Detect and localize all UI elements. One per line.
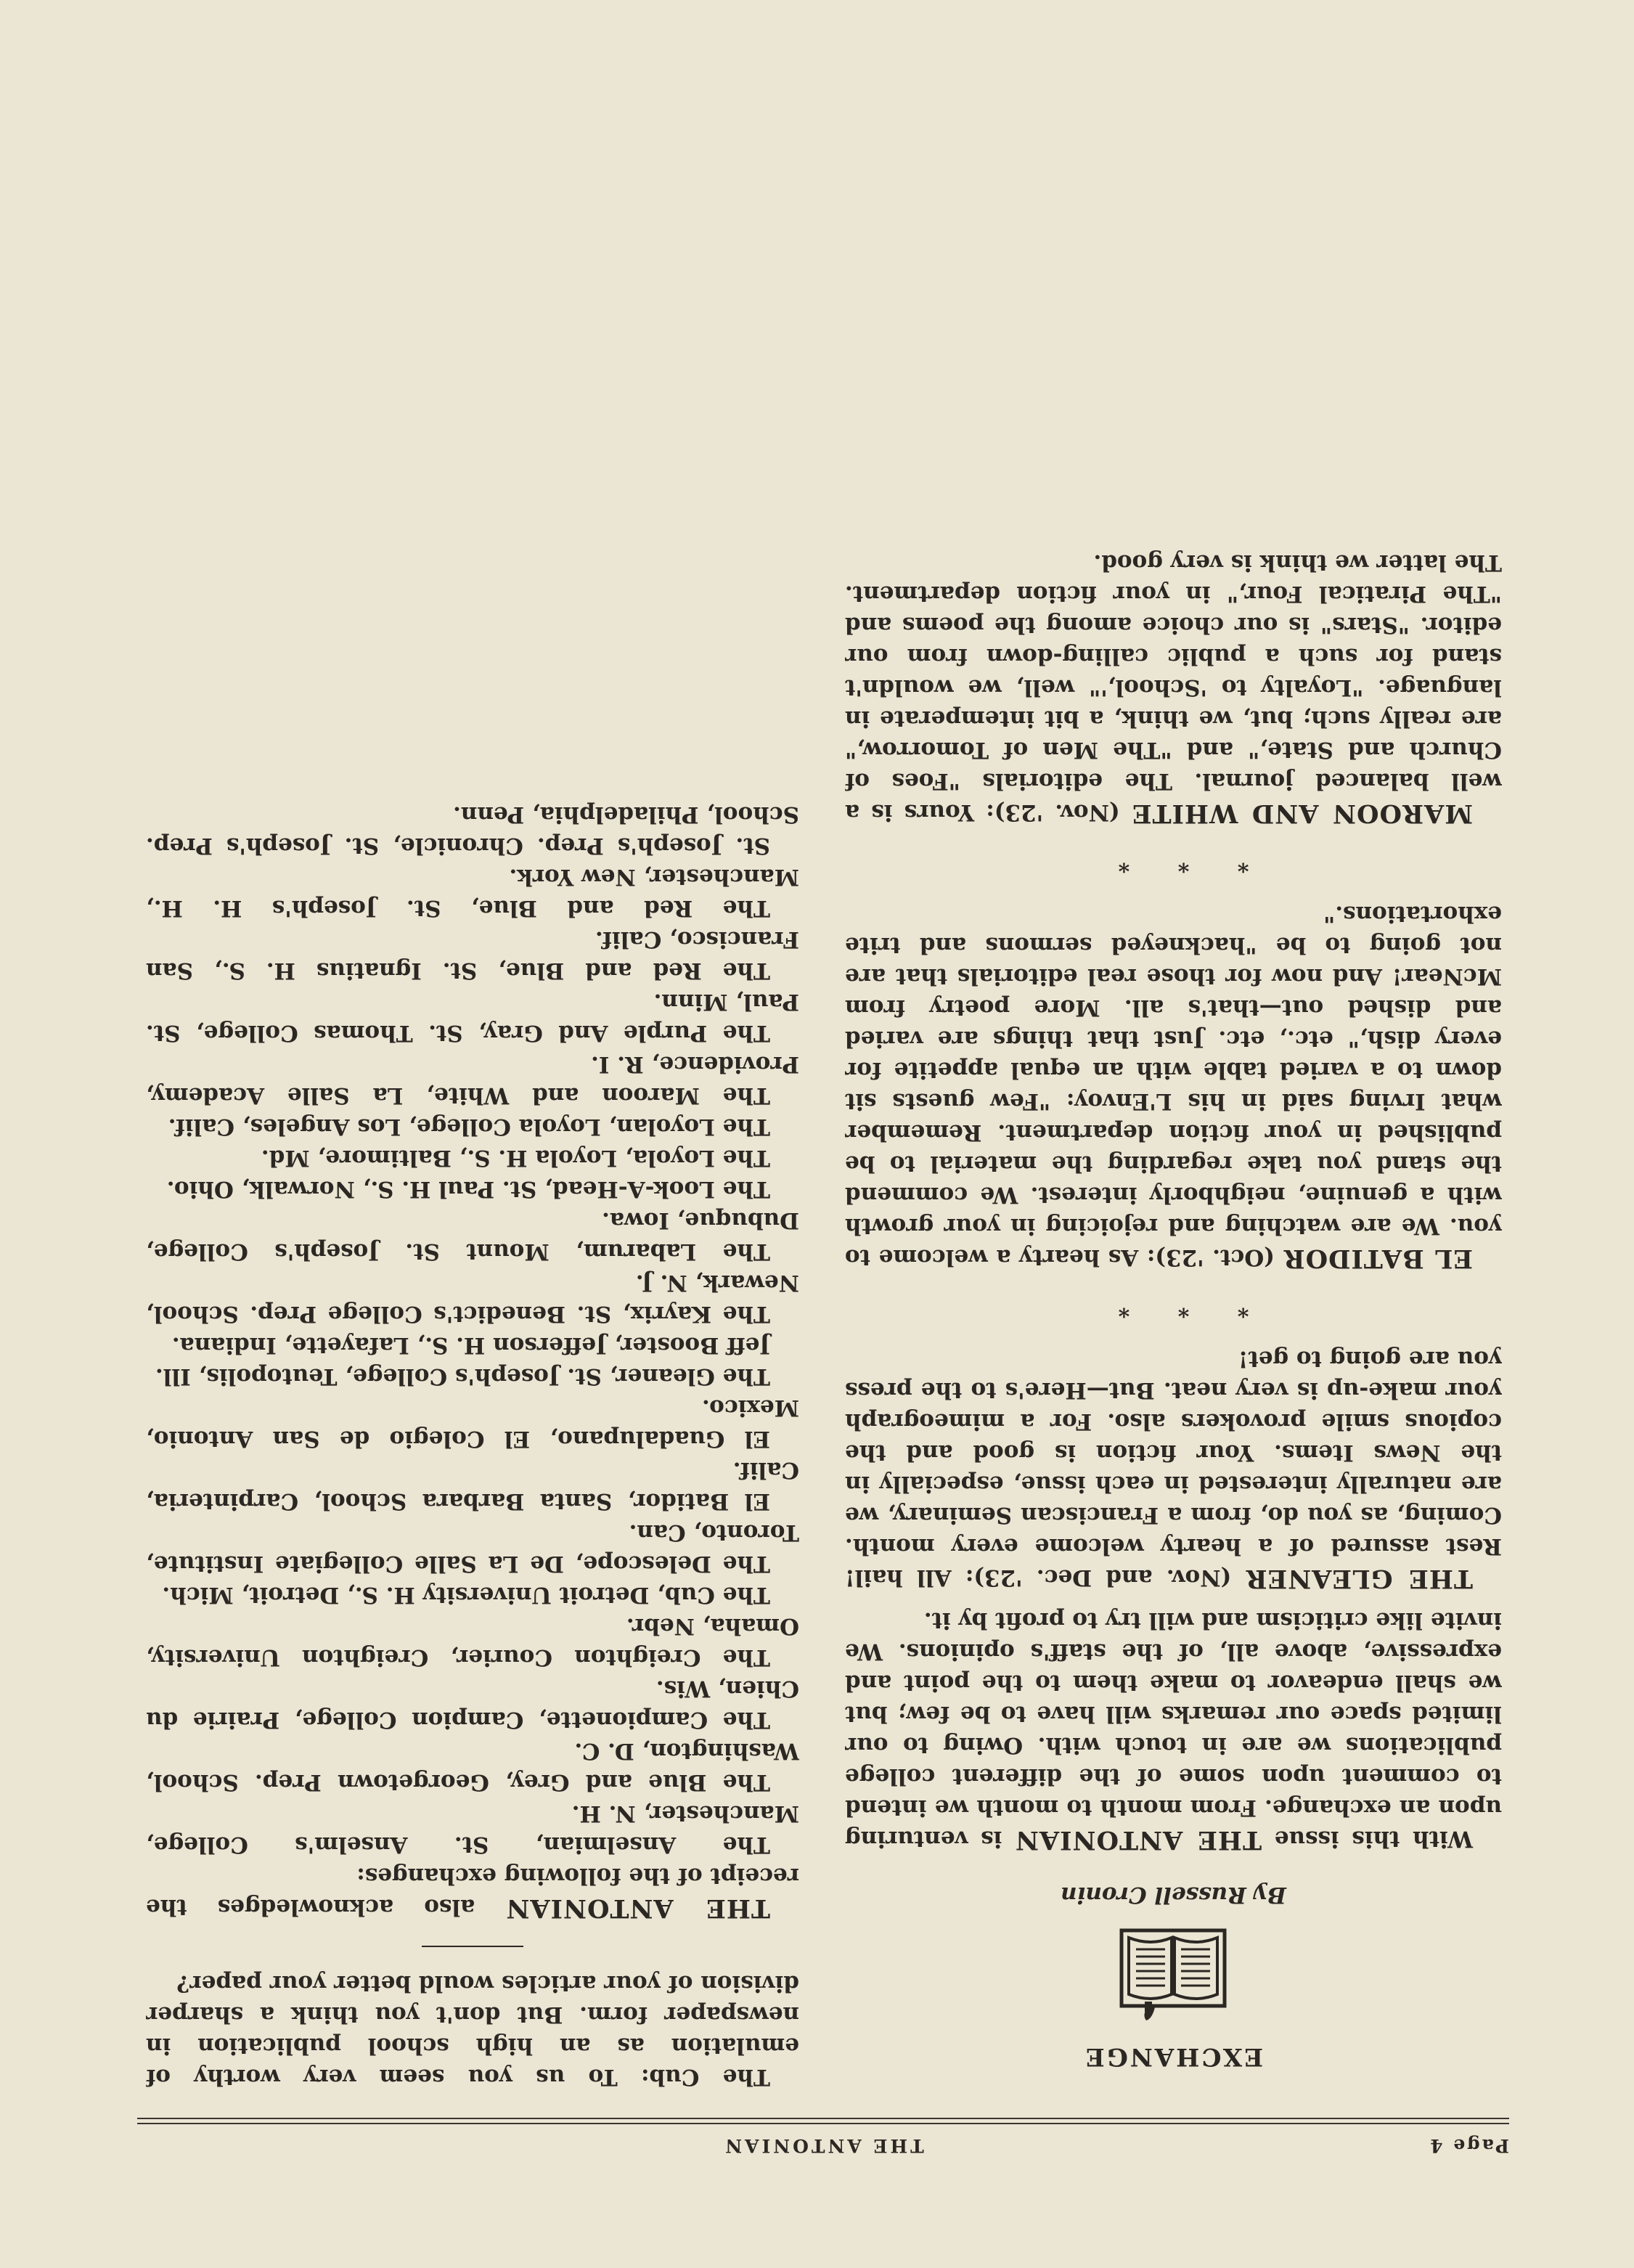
page-number: Page 4 [1428, 2135, 1509, 2156]
review-issue: (Oct. '23): [1146, 1244, 1275, 1270]
list-item: El Guadalupano, El Colegio de San Antonio, Mexico. [146, 1395, 799, 1452]
section-divider-stars: * * * [1098, 851, 1249, 876]
open-book-icon [1119, 1926, 1228, 2023]
review-maroon-and-white [845, 547, 1502, 829]
acknowledgement [146, 1860, 799, 1924]
review-text: Yours is a well balanced journal. The editorials "Foes of Church and State," and "The Men of Tomorrow," are really such; but, we think, a bit intemperate in language. "Loyalty to 'School,'" well, we wouldn't stand for such a public calling-down from our editor. "Stars" is our choice among the poems and "The Piratical Four," in your fiction department. The latter we think is very good. [845, 550, 1502, 825]
intro-publication-name: THE ANTONIAN [1015, 1825, 1262, 1855]
list-item: El Batidor, Santa Barbara School, Carpinteria, Calif. [146, 1457, 799, 1514]
list-item: The Maroon and White, La Salle Academy, Providence, R. I. [146, 1051, 799, 1109]
list-item: The Look-A-Head, St. Paul H. S., Norwalk, Ohio. [166, 1176, 770, 1202]
running-head [137, 2129, 1509, 2159]
column-rule [422, 1946, 523, 1947]
review-name: EL BATIDOR [1283, 1244, 1473, 1273]
list-item: The Red and Blue, St. Joseph's H. H., Manchester, New York. [146, 864, 799, 921]
list-item: The Creighton Courier, Creighton University, Omaha, Nebr. [146, 1613, 799, 1671]
list-item: The Blue and Grey, Georgetown Prep. School, Washington, D. C. [146, 1738, 799, 1795]
list-item: The Loyola, Loyola H. S., Baltimore, Md. [261, 1145, 770, 1171]
review-name: MAROON AND WHITE [1131, 799, 1473, 828]
review-gleaner [845, 1343, 1502, 1594]
left-column [845, 45, 1502, 2092]
list-item: The Labarum, Mount St. Joseph's College, Dubuque, Iowa. [146, 1207, 799, 1265]
review-issue: (Nov. and Dec. '23): [965, 1565, 1232, 1591]
review-text: All hail! Rest assured of a hearty welcome every month. Coming, as you do, from a Franciscan Seminary, we are naturally interested in each issue, especially in the News Items. Your fiction is good and the copious smile provokers also. For a mimeograph your make-up is very neat. But—Here's to the press you are going to get! [845, 1346, 1502, 1591]
section-divider-stars: * * * [1098, 1296, 1249, 1321]
list-item: St. Joseph's Prep. Chronicle, St. Joseph's Prep. School, Philadelphia, Penn. [146, 801, 799, 859]
right-column [146, 45, 799, 2092]
ack-publication-name: THE ANTONIAN [505, 1893, 770, 1923]
review-cub: The Cub: To us you seem very worthy of emulation as an high school publication in newspaper form. But don't you think a sharper division of your articles would better your paper? [146, 1970, 799, 2090]
header-rule-bottom [137, 2118, 1509, 2119]
list-item: The Purple And Gray, St. Thomas College, St. Paul, Minn. [146, 989, 799, 1046]
running-title: THE ANTONIAN [722, 2135, 924, 2156]
review-el-batidor [845, 898, 1502, 1274]
list-item: Jeff Booster, Jefferson H. S., Lafayette, Indiana. [171, 1332, 770, 1358]
section-title: EXCHANGE [1083, 2042, 1264, 2071]
list-item: The Delescope, De La Salle Collegiate Institute, Toronto, Can. [146, 1520, 799, 1577]
list-item: The Anselmian, St. Anselm's College, Manchester, N. H. [146, 1800, 799, 1858]
list-item: The Gleaner, St. Joseph's College, Teutopolis, Ill. [155, 1363, 770, 1390]
intro-paragraph [845, 1604, 1502, 1856]
list-item: The Loyolan, Loyola College, Los Angeles, Calif. [168, 1114, 770, 1140]
review-text: As hearty a welcome to you. We are watching and rejoicing in your growth with a genuine, neighborly interest. We commend the stand you take regarding the material to be published in your fiction department. Remember what Irving said in his L'Envoy: "Few guests sit down to a varied table with an equal appetite for every dish," etc., etc. Just that things are varied and dished out—that's all. More poetry from McNear! And now for those real editorials that are not going to be "hackneyed sermons and trite exhortations." [845, 901, 1502, 1270]
exchange-list [146, 799, 799, 1860]
intro-text: is venturing upon an exchange. From month to month we intend to comment upon some of the different college publications we are in touch with. Owing to our limited space our remarks will have to be few; but we shall endeavor to make them to the point and expressive, above all, of the staff's opinions. We invite like criticism and will try to profit by it. [845, 1607, 1502, 1852]
intro-lead: With this issue [1274, 1826, 1473, 1852]
list-item: The Cub, Detroit University H. S., Detroit, Mich. [162, 1582, 770, 1608]
byline: By Russell Cronin [1061, 1882, 1286, 1908]
header-rule-top [137, 2123, 1509, 2124]
list-item: The Kayrix, St. Benedict's College Prep. School, Newark, N. J. [146, 1270, 799, 1327]
review-name: THE GLEANER [1245, 1564, 1473, 1594]
ack-text: also acknowledges the receipt of the following exchanges: [146, 1863, 799, 1920]
list-item: The Red and Blue, St. Ignatius H. S., San Francisco, Calif. [146, 926, 799, 984]
review-issue: (Nov. '23): [986, 799, 1120, 825]
list-item: The Campionette, Campion College, Prairie du Chien, Wis. [146, 1676, 799, 1733]
